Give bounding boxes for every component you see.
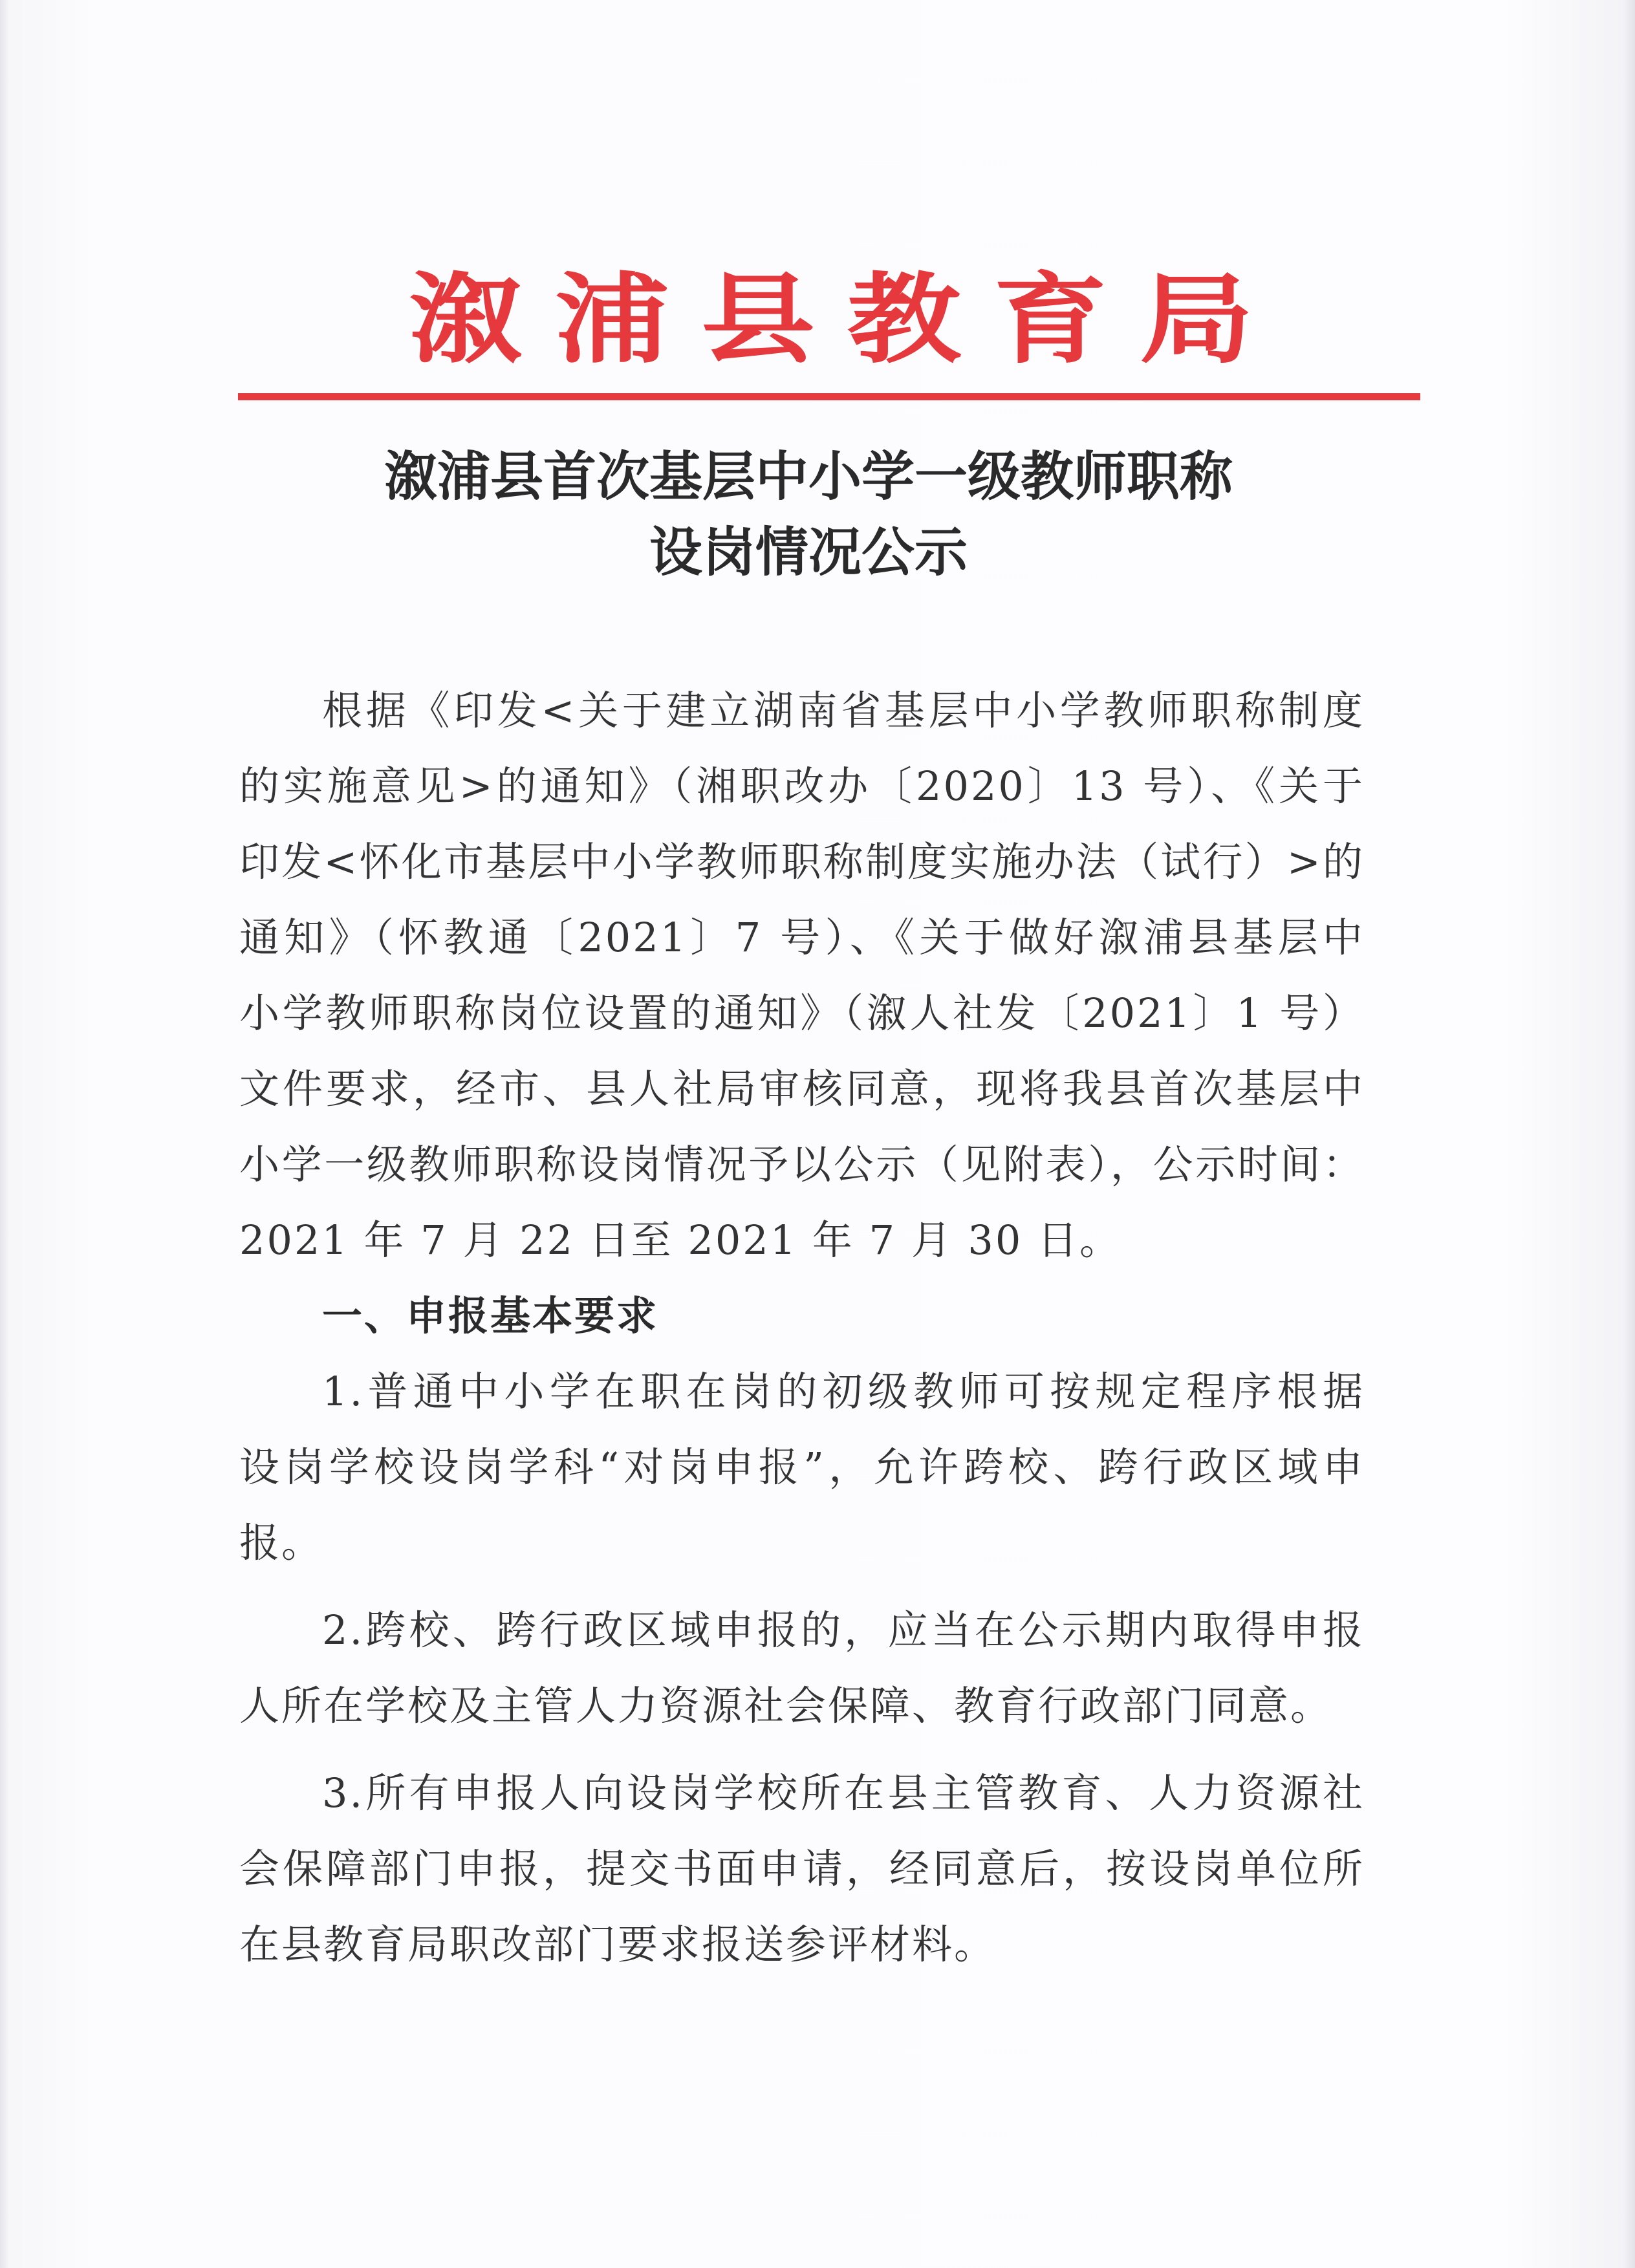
scan-edge-left	[0, 0, 9, 2268]
intro-line: 通知》（怀教通〔2021〕7 号）、《关于做好溆浦县基层中	[239, 914, 1365, 961]
paragraph-gap	[239, 1581, 1365, 1592]
item-1-line: 报。	[239, 1519, 324, 1566]
intro-line: 2021 年 7 月 22 日至 2021 年 7 月 30 日。	[239, 1216, 1122, 1264]
item-2-line: 2.跨校、跨行政区域申报的，应当在公示期内取得申报	[322, 1606, 1365, 1654]
section-heading: 一、申报基本要求	[322, 1292, 659, 1339]
item-1-line: 设岗学校设岗学科“对岗申报”，允许跨校、跨行政区域申	[239, 1443, 1365, 1491]
intro-line: 小学一级教师职称设岗情况予以公示（见附表），公示时间：	[239, 1141, 1365, 1188]
item-3-line: 3.所有申报人向设岗学校所在县主管教育、人力资源社	[322, 1769, 1365, 1817]
intro-line: 的实施意见>的通知》（湘职改办〔2020〕13 号）、《关于	[239, 762, 1365, 810]
item-3-line: 会保障部门申报，提交书面申请，经同意后，按设岗单位所	[239, 1845, 1365, 1892]
red-divider-rule	[238, 393, 1420, 400]
paragraph-gap	[239, 1744, 1365, 1755]
item-1-line: 1.普通中小学在职在岗的初级教师可按规定程序根据	[322, 1368, 1365, 1415]
document-title-line-1: 溆浦县首次基层中小学一级教师职称	[384, 446, 1233, 508]
intro-line: 印发<怀化市基层中小学教师职称制度实施办法（试行）>的	[239, 838, 1365, 885]
intro-line: 文件要求，经市、县人社局审核同意，现将我县首次基层中	[239, 1065, 1365, 1112]
intro-line: 根据《印发<关于建立湖南省基层中小学教师职称制度	[322, 687, 1365, 734]
scan-edge-right	[1623, 0, 1635, 2268]
document-body	[239, 673, 1365, 1982]
document-title-line-2: 设岗情况公示	[649, 522, 968, 583]
intro-line: 小学教师职称岗位设置的通知》（溆人社发〔2021〕1 号）	[239, 989, 1365, 1037]
item-2-line: 人所在学校及主管人力资源社会保障、教育行政部门同意。	[239, 1682, 1333, 1729]
masthead-issuer: 溆浦县教育局	[408, 263, 1286, 377]
item-3-line: 在县教育局职改部门要求报送参评材料。	[239, 1921, 997, 1968]
